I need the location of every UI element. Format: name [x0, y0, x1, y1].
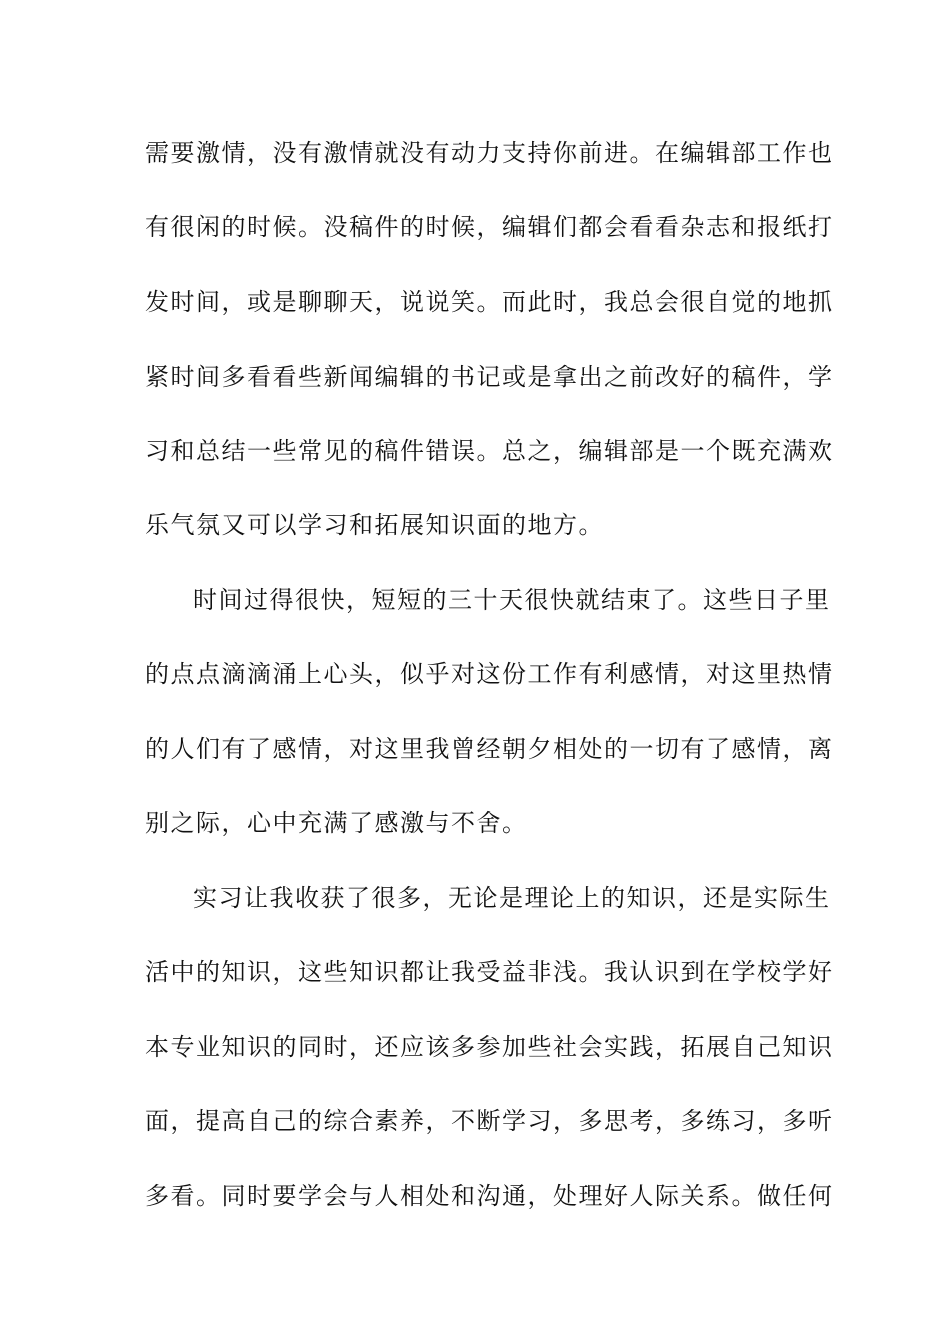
text-line: 乐气氛又可以学习和拓展知识面的地方。	[145, 511, 604, 539]
text-line: 需要激情，没有激情就没有动力支持你前进。在编辑部工作也	[145, 139, 834, 167]
paragraph-first-line: 时间过得很快，短短的三十天很快就结束了。这些日子里	[193, 586, 831, 614]
text-line: 的人们有了感情，对这里我曾经朝夕相处的一切有了感情，离	[145, 735, 834, 763]
text-line: 紧时间多看看些新闻编辑的书记或是拿出之前改好的稿件，学	[145, 363, 834, 391]
text-line: 的点点滴滴涌上心头，似乎对这份工作有利感情，对这里热情	[145, 660, 834, 688]
text-line: 多看。同时要学会与人相处和沟通，处理好人际关系。做任何	[145, 1182, 834, 1210]
text-line: 本专业知识的同时，还应该多参加些社会实践，拓展自己知识	[145, 1033, 834, 1061]
text-line: 有很闲的时候。没稿件的时候，编辑们都会看看杂志和报纸打	[145, 213, 834, 241]
text-line: 别之际，心中充满了感激与不舍。	[145, 809, 528, 837]
text-line: 面，提高自己的综合素养，不断学习，多思考，多练习，多听	[145, 1107, 834, 1135]
text-line: 活中的知识，这些知识都让我受益非浅。我认识到在学校学好	[145, 958, 834, 986]
text-line: 习和总结一些常见的稿件错误。总之，编辑部是一个既充满欢	[145, 437, 834, 465]
text-line: 发时间，或是聊聊天，说说笑。而此时，我总会很自觉的地抓	[145, 288, 834, 316]
paragraph-first-line: 实习让我收获了很多，无论是理论上的知识，还是实际生	[193, 884, 831, 912]
